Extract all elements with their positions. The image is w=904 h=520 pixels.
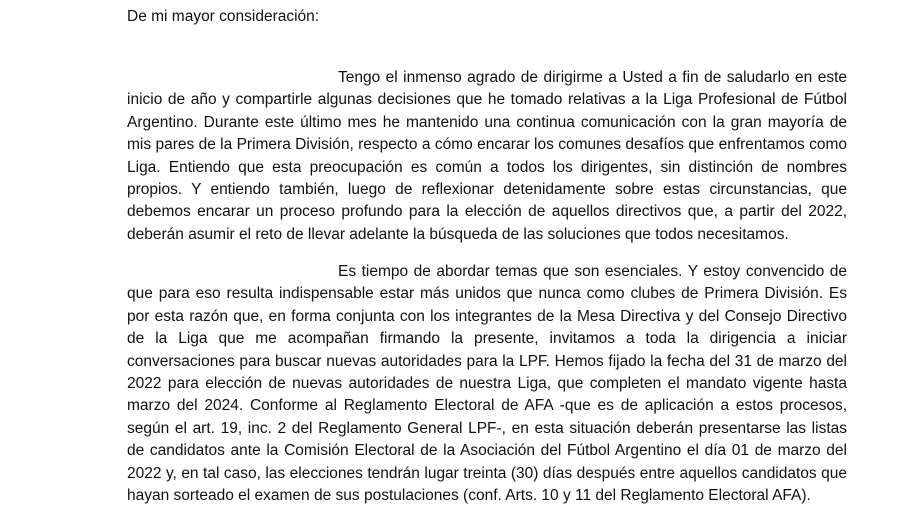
salutation: De mi mayor consideración: xyxy=(127,8,320,25)
paragraph-1: Tengo el inmenso agrado de dirigirme a Usted a fin de saludarlo en este inicio de año y compartirle algunas decisiones que he tomado relativas a la Liga Profesional de Fútbol Argentino. Durante este último mes he mantenido una continua comunicación con la gran mayoría de mis pares de la Primera División, respecto a cómo encarar los comunes desafíos que enfrentamos como Liga. Entiendo que esta preocupación es común a todos los dirigentes, sin distinción de nombres propios. Y entiendo también, luego de reflexionar detenidamente sobre estas circunstancias, que debemos encarar un proceso profundo para la elección de aquellos directivos que, a partir del 2022, deberán asumir el reto de llevar adelante la búsqueda de las soluciones que todos necesitamos. xyxy=(127,69,847,243)
paragraph-2: Es tiempo de abordar temas que son esenciales. Y estoy convencido de que para eso resulta indispensable estar más unidos que nunca como clubes de Primera División. Es por esta razón que, en forma conjunta con los integrantes de la Mesa Directiva y del Consejo Directivo de la Liga que me acompañan firmando la presente, invitamos a toda la dirigencia a iniciar conversaciones para buscar nuevas autoridades para la LPF. Hemos fijado la fecha del 31 de marzo del 2022 para elección de nuevas autoridades de nuestra Liga, que completen el mandato vigente hasta marzo del 2024. Conforme al Reglamento Electoral de AFA -que es de aplicación a estos procesos, según el art. 19, inc. 2 del Reglamento General LPF-, en esta situación deberán presentarse las listas de candidatos ante la Comisión Electoral de la Asociación del Fútbol Argentino el día 01 de marzo del 2022 y, en tal caso, las elecciones tendrán lugar treinta (30) días después entre aquellos candidatos que hayan sorteado el examen de sus postulaciones (conf. Arts. 10 y 11 del Reglamento Electoral AFA). xyxy=(127,263,847,505)
